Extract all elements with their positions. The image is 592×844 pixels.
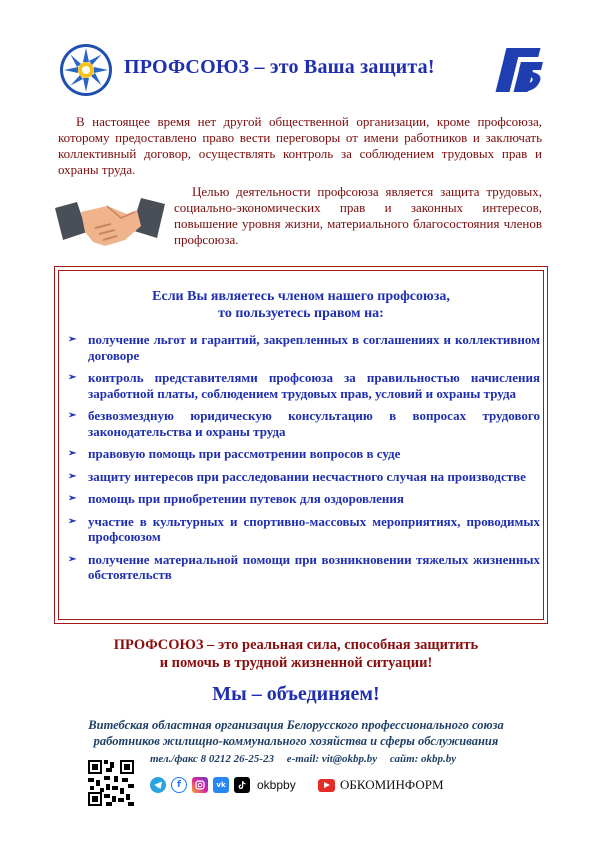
telegram-icon[interactable]: [150, 777, 166, 793]
contact-line: [150, 753, 466, 765]
arrow-bullet-icon: ➢: [68, 334, 77, 345]
goal-paragraph: Целью деятельности профсоюза является защита трудовых, социально-экономических прав и законных интересов, повышение уровня жизни, материального благосостояния членов профсоюза.: [174, 184, 542, 247]
youtube-channel-label[interactable]: ОБКОМИНФОРМ: [340, 777, 444, 792]
rights-heading-line1: Если Вы являетесь членом нашего профсоюза,: [152, 289, 450, 304]
organization-name: [40, 717, 552, 749]
vk-icon[interactable]: vk: [213, 777, 229, 793]
rights-heading-line2: то пользуетесь правом на:: [218, 306, 384, 321]
organization-line2: работников жилищно-коммунального хозяйства и сферы обслуживания: [93, 734, 499, 748]
arrow-bullet-icon: ➢: [68, 470, 77, 482]
page-title: ПРОФСОЮЗ – это Ваша защита!: [124, 56, 435, 78]
list-item: ➢ защиту интересов при расследовании несчастного случая на производстве: [68, 468, 526, 484]
arrow-bullet-icon: ➢: [68, 515, 77, 527]
slogan: [40, 636, 552, 672]
instagram-icon[interactable]: [192, 777, 208, 793]
social-handle[interactable]: okbpby: [257, 778, 296, 792]
arrow-bullet-icon: ➢: [68, 410, 77, 421]
slogan-line1: ПРОФСОЮЗ – это реальная сила, способная защитить: [113, 637, 479, 653]
youtube-icon[interactable]: [318, 779, 335, 792]
arrow-bullet-icon: ➢: [68, 372, 77, 383]
intro-paragraph: В настоящее время нет другой общественной организации, кроме профсоюза, которому предоставлено право вести переговоры от имени работников и заключать коллективный договор, осуществлять контроль за соблюдением трудовых прав и охраны труда.: [58, 114, 542, 177]
tiktok-icon[interactable]: [234, 777, 250, 793]
union-emblem-logo: [58, 42, 114, 98]
unite-heading: Мы – объединяем!: [212, 683, 380, 705]
email-link[interactable]: e-mail: vit@okbp.by: [286, 753, 378, 765]
facebook-icon[interactable]: f: [171, 777, 187, 793]
arrow-bullet-icon: ➢: [68, 553, 77, 565]
arrow-bullet-icon: ➢: [68, 493, 77, 504]
social-links: [150, 775, 296, 795]
youtube-link[interactable]: [318, 777, 444, 793]
handshake-image: [55, 188, 165, 258]
list-item: ➢ получение льгот и гарантий, закрепленных в соглашениях и коллективном договоре: [68, 332, 540, 363]
qr-code[interactable]: [88, 760, 134, 806]
fpb-logo: [494, 42, 550, 98]
list-item: ➢ безвозмездную юридическую консультацию в вопросах трудового законодательства и охраны труда: [68, 408, 540, 439]
phone-fax: тел./факс 8 0212 26-25-23: [150, 753, 274, 765]
list-item: ➢ участие в культурных и спортивно-массовых мероприятиях, проводимых профсоюзом: [68, 513, 540, 544]
list-item: ➢ помощь при приобретении путевок для оздоровления: [68, 491, 404, 506]
slogan-line2: и помочь в трудной жизненной ситуации!: [159, 655, 433, 671]
arrow-bullet-icon: ➢: [68, 448, 77, 459]
list-item: ➢ получение материальной помощи при возникновении тяжелых жизненных обстоятельств: [68, 551, 540, 582]
organization-line1: Витебская областная организация Белорусского профессионального союза: [88, 718, 504, 732]
rights-list: [66, 332, 540, 590]
list-item: ➢ контроль представителями профсоюза за правильностью начисления заработной платы, соблюдением трудовых прав, условий и охраны труда: [68, 370, 540, 401]
site-link[interactable]: сайт: okbp.by: [389, 753, 457, 765]
rights-heading: [58, 288, 544, 322]
list-item: ➢ правовую помощь при рассмотрении вопросов в суде: [68, 446, 401, 461]
